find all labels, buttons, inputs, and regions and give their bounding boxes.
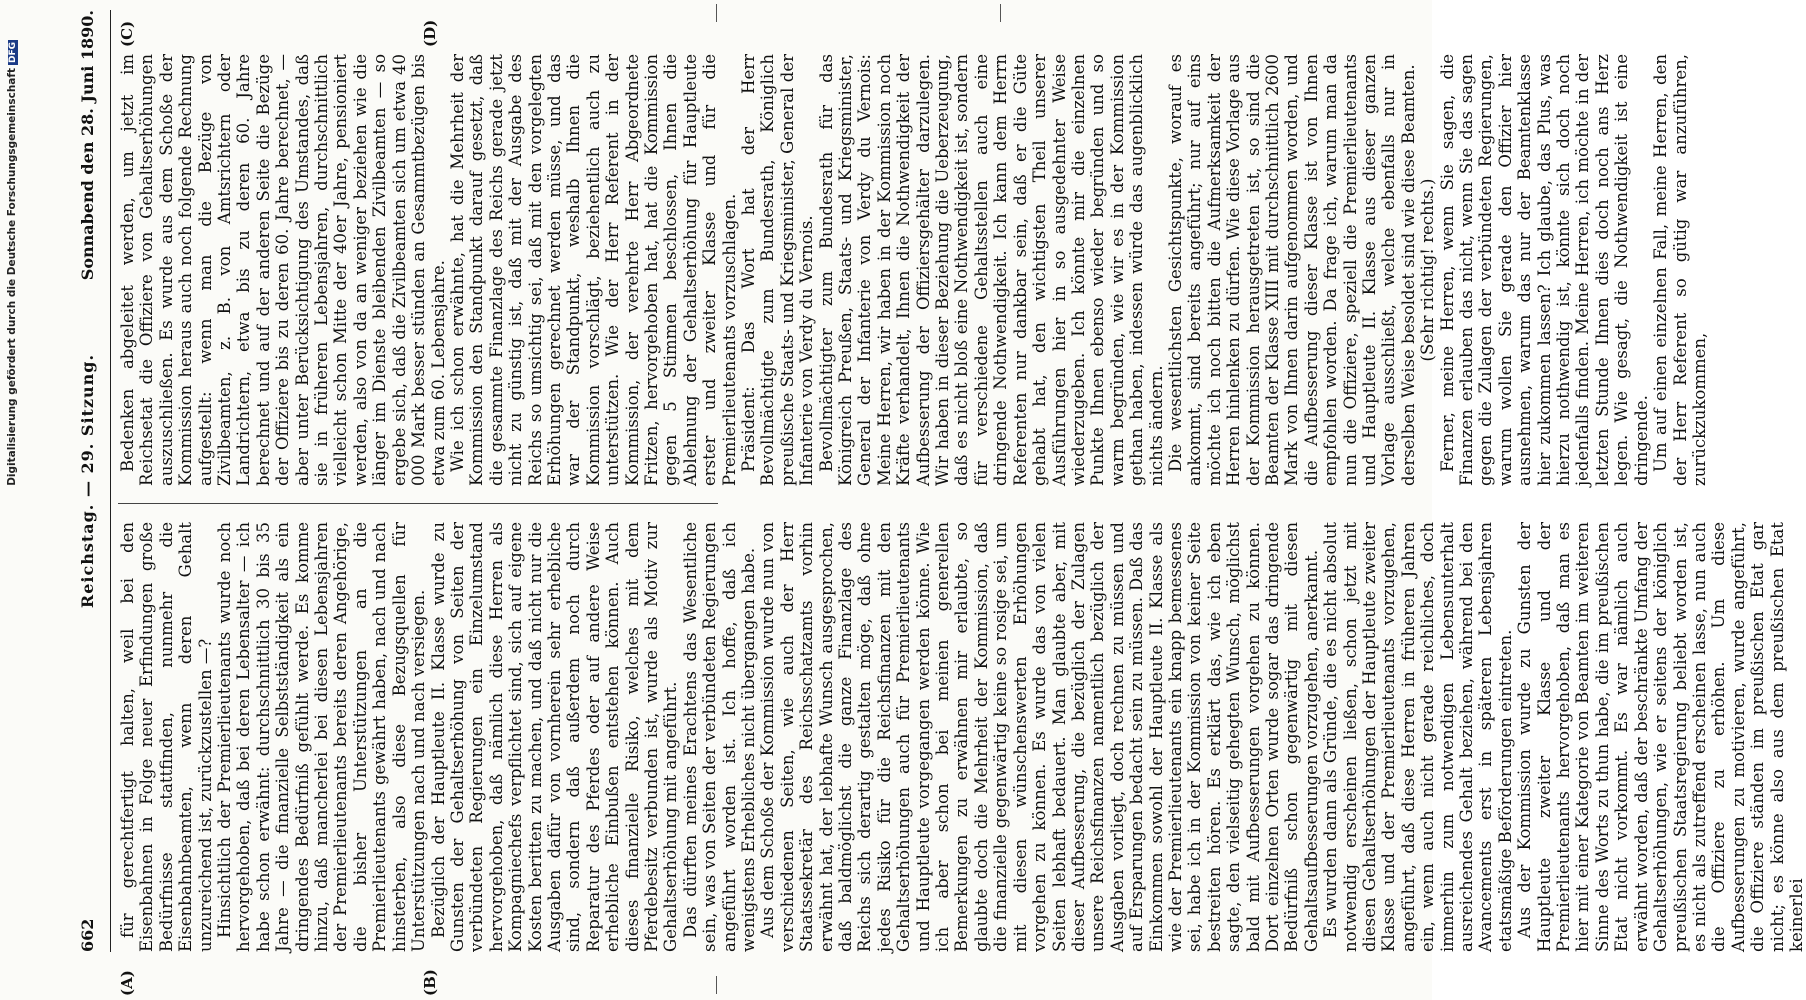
paragraph: Bevollmächtigter zum Bundesrath für das Königreich Preußen, Staats- und Kriegsminister, General der Infanterie von Verdy du Vernois: Meine Herren, wir haben in der Kommission noch Kräfte verhandelt, Ihnen die Nothwendigkeit der Aufbesserung der Offiziersgehälter darzulegen. Wir haben in dieser Beziehung die Ueberzeugung, daß es nicht bloß eine Nothwendigkeit ist, sondern für verschiedene Gehaltsstellen auch eine dringende Nothwendigkeit. Ich kann dem Herrn Referenten nur dankbar sein, daß er die Güte gehabt hat, den wichtigsten Theil unserer Ausführungen hier in so ausgedehnter Weise wiederzugeben. Ich könnte mir die einzelnen Punkte Ihnen ebenso wieder begründen und so warm begründen, wie wir es in der Kommission gethan haben, indessen würde das augenblicklich nichts ändern. bbox=[816, 54, 1166, 486]
margin-mark-c: (C) bbox=[118, 20, 136, 47]
digitization-footer bbox=[6, 40, 20, 980]
paragraph: Hinsichtlich der Premierlieutenants wurde noch hervorgehoben, daß bei deren Lebensalter — ich habe schon erwähnt: durchschnittlich 30 bis 35 Jahre — die finanzielle Selbstständigkeit als ein dringendes Bedürfniß gefühlt werde. Es komme hinzu, daß mancherlei bei diesen Lebensjahren der Premierlieutenants bereits deren Angehörige, die bisher Unterstützungen an die Premierlieutenants gewährt haben, nach und nach hinsterben, also diese Bezugsquellen für Unterstützungen nach und nach versiegen. bbox=[215, 522, 429, 952]
left-column bbox=[118, 522, 1806, 952]
paragraph: Das dürften meines Erachtens das Wesentliche sein, was von Seiten der verbündeten Regierungen angeführt worden ist. Ich hoffe, daß ich wenigstens Erhebliches nicht übergangen habe. bbox=[680, 522, 758, 952]
paragraph: Es wurden dann als Gründe, die es nicht absolut notwendig erscheinen ließen, schon jetzt mit diesen Gehaltserhöhungen der Hauptleute zweiter Klasse und der Premierlieutenants vorzugehen, angeführt, daß diese Herren in früheren Jahren ein, wenn auch nicht gerade reichliches, doch immerhin zum notwendigen Lebensunterhalt ausreichendes Gehalt beziehen, während bei den Avancements erst in späteren Lebensjahren etatsmäßige Beförderungen eintreten. bbox=[1321, 522, 1515, 952]
rotated-newspaper-page bbox=[66, 0, 1806, 1000]
margin-mark-d: (D) bbox=[421, 19, 439, 47]
paragraph: für gerechtfertigt halten, weil bei den Eisenbahnen in Folge neuer Erfindungen große Bedürfnisse stattfinden, nunmehr die Eisenbahnbeamten, wenn deren Gehalt unzureichend ist, zurückzustellen —? bbox=[118, 522, 215, 952]
paragraph: Ferner, meine Herren, wenn Sie sagen, die Finanzen erlauben das nicht, wenn Sie das sagen gegen die Zulagen der verbündeten Regierungen, warum wollen Sie gerade den Offizier hier ausnehmen, warum das nur der Beamtenklasse hier zukommen lassen? Ich glaube, das Plus, was hierzu nothwendig ist, könnte sich doch noch jedenfalls finden. Meine Herren, ich möchte in der letzten Stunde Ihnen dies doch noch ans Herz legen. Wie gesagt, die Nothwendigkeit ist eine dringende. bbox=[1437, 54, 1651, 486]
paragraph: Aus der Kommission wurde zu Gunsten der Hauptleute zweiter Klasse und der Premierlieutenants hervorgehoben, daß man es hier mit einer Kategorie von Beamten im weiteren Sinne des Worts zu thun habe, die im preußischen Etat nicht vorkommt. Es war nämlich auch erwähnt worden, daß der beschränkte Umfang der Gehaltserhöhungen, wie er seitens der königlich preußischen Staatsregierung beliebt worden ist, es nicht als zutreffend erscheinen lasse, nun auch die Offiziere zu erhöhen. Um diese Aufbesserungen zu motivieren, wurde angeführt, die Offiziere ständen im preußischen Etat gar nicht; es könne also aus dem preußischen Etat keinerlei bbox=[1515, 522, 1806, 952]
paragraph: Bedenken abgeleitet werden, um jetzt im Reichsetat die Offiziere von Gehaltserhöhungen auszuschließen. Es wurde aus dem Schoße der Kommission heraus auch noch folgende Rechnung aufgestellt: wenn man die Bezüge von Zivilbeamten, z. B. von Amtsrichtern oder Landrichtern, etwa bis zu deren 60. Jahre berechnet und auf der anderen Seite die Bezüge der Offiziere bis zu deren 60. Jahre berechnet, — aber unter Berücksichtigung des Umstandes, daß sie in früheren Lebensjahren, durchschnittlich vielleicht schon Mitte der 40er Jahre, pensioniert werden, also von da an weniger beziehen wie die länger im Dienste bleibenden Zivilbeamten — so ergebe sich, daß die Zivilbeamten sich um etwa 40 000 Mark besser stünden an Gesammtbezügen bis etwa zum 60. Lebensjahre. bbox=[118, 54, 448, 486]
paragraph: Die wesentlichsten Gesichtspunkte, worauf es ankommt, sind bereits angeführt; nur auf eins möchte ich noch bitten die Aufmerksamkeit der Herren hinlenken zu dürfen. Wie diese Vorlage aus der Kommission herausgetreten ist, so sind die Beamten der Klasse XIII mit durchschnittlich 2600 Mark von Ihnen darin aufgenommen worden, und die Aufbesserung dieser Klasse ist von Ihnen empfohlen worden. Da frage ich, warum man da nun die Offiziere, speziell die Premierlieutenants und Hauptleute II. Klasse aus dieser ganzen Vorlage ausschließt, welche ebenfalls nur in derselben Weise besoldet sind wie diese Beamten. bbox=[1165, 54, 1418, 486]
paragraph: Präsident: Das Wort hat der Herr Bevollmächtigte zum Bundesrath, Königlich preußische Staats- und Kriegsminister, General der Infanterie von Verdy du Vernois. bbox=[739, 54, 817, 486]
running-header bbox=[66, 10, 111, 952]
margin-mark-a: (A) bbox=[118, 970, 136, 996]
column-divider bbox=[118, 503, 718, 504]
paragraph: (Sehr richtig! rechts.) bbox=[1418, 178, 1438, 362]
registration-tick bbox=[716, 4, 717, 22]
paragraph: Bezüglich der Hauptleute II. Klasse wurde zu Gunsten der Gehaltserhöhung von Seiten der verbündeten Regierungen ein Einzelumstand hervorgehoben, daß nämlich diese Herren als Kompagniechefs verpflichtet sind, sich auf eigene Kosten beritten zu machen, und daß nicht nur die Ausgaben dafür von vornherein sehr erhebliche sind, sondern daß außerdem noch durch Reparatur des Pferdes oder auf andere Weise erhebliche Einbußen entstehen können. Auch dieses finanzielle Risiko, welches mit dem Pferdebesitz verbunden ist, wurde als Motiv zur Gehaltserhöhung mit angeführt. bbox=[428, 522, 681, 952]
paragraph: Um auf einen einzelnen Fall, meine Herren, den der Herr Referent so gütig war anzuführen, zurückzukommen, bbox=[1651, 54, 1709, 486]
header-date: Sonnabend den 28. Juni 1890. bbox=[78, 10, 97, 281]
margin-mark-b: (B) bbox=[421, 969, 439, 996]
page-number: 662 bbox=[78, 918, 97, 952]
paragraph: Wie ich schon erwähnte, hat die Mehrheit der Kommission den Standpunkt darauf gesetzt, daß die gesammte Finanzlage des Reichs gerade jetzt nicht zu günstig ist, daß mit der Ausgabe des Reichs so umsichtig sei, daß mit den vorgelegten Erhöhungen gerechnet werden müsse, und das war der Standpunkt, weshalb Ihnen die Kommission vorschlägt, beziehentlich auch zu unterstützen. Wie der Herr Referent in der Kommission, der verehrte Herr Abgeordnete Fritzen, hervorgehoben hat, hat die Kommission gegen 5 Stimmen beschlossen, Ihnen die Ablehnung der Gehaltserhöhung für Hauptleute erster und zweiter Klasse und für die Premierlieutenants vorzuschlagen. bbox=[447, 54, 739, 486]
dfg-badge: DFG bbox=[8, 42, 18, 64]
registration-tick bbox=[1000, 4, 1001, 22]
registration-tick bbox=[716, 976, 717, 994]
right-column bbox=[118, 54, 1709, 486]
paragraph: Aus dem Schoße der Kommission wurde nun von verschiedenen Seiten, wie auch der Herr Staatssekretär des Reichsschatzamts vorhin erwähnt hat, der lebhafte Wunsch ausgesprochen, daß baldmöglichst die ganze Finanzlage des Reichs sich derartig gestalten möge, daß ohne jedes Risiko für die Reichsfinanzen mit den Gehaltserhöhungen auch für Premierlieutenants und Hauptleute vorgegangen werden könne. Wie ich aber schon bei meinen generellen Bemerkungen zu erwähnen mir erlaubte, so glaubte doch die Mehrheit der Kommission, daß die finanzielle gegenwärtig keine so rosige sei, um mit diesen wünschenswerten Erhöhungen vorgehen zu können. Es wurde das von vielen Seiten lebhaft bedauert. Man glaubte aber, mit dieser Aufbesserung, die bezüglich der Zulagen unsere Reichsfinanzen namentlich bezüglich der Ausgaben vorliegt, doch rechnen zu müssen und auf Ersparungen bedacht sein zu müssen. Daß das Einkommen sowohl der Hauptleute II. Klasse als wie der Premierlieutenants ein knapp bemessenes sei, habe ich in der Kommission von keiner Seite bestreiten hören. Es erklärt das, wie ich eben sagte, den vielseitig gehegten Wunsch, möglichst bald mit Aufbesserungen vorgehen zu können. Dort einzelnen Orten wurde sogar das dringende Bedürfniß schon gegenwärtig mit diesen Gehaltsaufbesserungen vorzugehen, anerkannt. bbox=[758, 522, 1321, 952]
header-title: Reichstag. — 29. Sitzung. bbox=[78, 353, 97, 609]
footer-text: Digitalisierung gefördert durch die Deutsche Forschungsgemeinschaft bbox=[6, 68, 18, 486]
